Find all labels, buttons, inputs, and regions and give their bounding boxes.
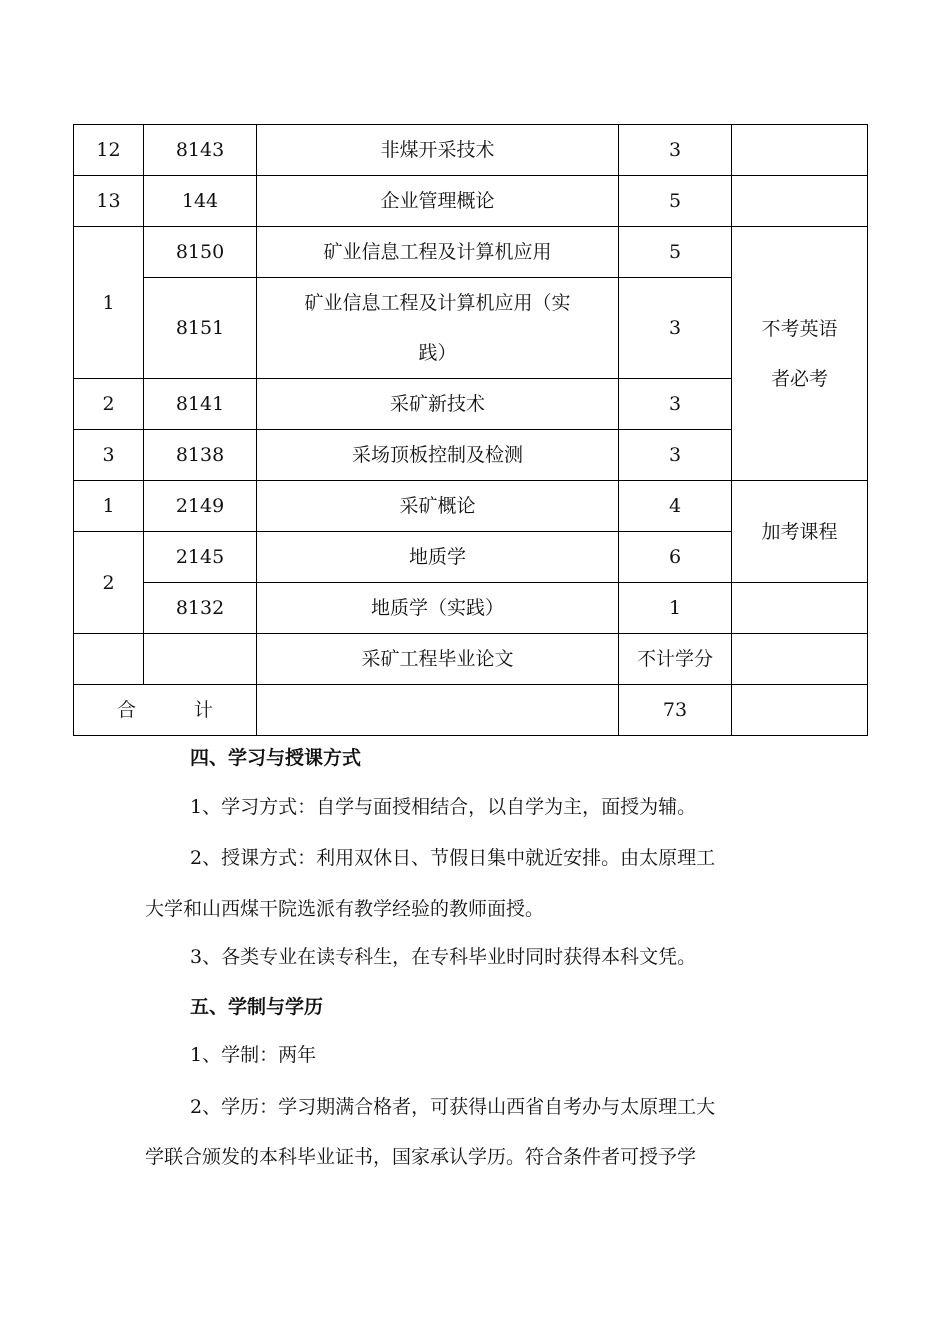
table-row [74, 125, 868, 176]
course-code-cell: 8143 [144, 125, 257, 176]
credit-cell: 4 [619, 481, 732, 532]
course-name-cell: 企业管理概论 [257, 176, 619, 227]
course-code-cell: 8141 [144, 379, 257, 430]
seq-cell: 1 [74, 481, 144, 532]
section5-heading: 五、学制与学历 [190, 996, 324, 1018]
course-code-cell: 8151 [144, 278, 257, 379]
course-name-cell: 地质学 [257, 532, 619, 583]
credit-cell: 6 [619, 532, 732, 583]
course-name-cell: 非煤开采技术 [257, 125, 619, 176]
note-cell-no-english [732, 227, 868, 481]
section4-paragraph: 2、授课方式：利用双休日、节假日集中就近安排。由太原理工 [190, 847, 716, 869]
course-name-line: 践） [418, 342, 457, 364]
course-name-cell [257, 685, 619, 736]
section4-heading: 四、学习与授课方式 [190, 747, 362, 769]
credit-cell: 3 [619, 379, 732, 430]
course-name-cell: 采矿新技术 [257, 379, 619, 430]
table-row [74, 176, 868, 227]
course-name-cell: 矿业信息工程及计算机应用 [257, 227, 619, 278]
course-code-cell: 8150 [144, 227, 257, 278]
note-cell [732, 125, 868, 176]
note-cell [732, 685, 868, 736]
seq-cell: 2 [74, 379, 144, 430]
course-name-cell: 采矿工程毕业论文 [257, 634, 619, 685]
note-cell [732, 176, 868, 227]
credit-cell: 5 [619, 227, 732, 278]
table-row [74, 634, 868, 685]
total-label-cell [74, 685, 257, 736]
note-line: 不考英语 [761, 317, 838, 340]
course-code-cell [144, 634, 257, 685]
course-table [73, 124, 868, 736]
seq-cell [74, 634, 144, 685]
course-code-cell: 2149 [144, 481, 257, 532]
course-code-cell: 8138 [144, 430, 257, 481]
credit-cell: 3 [619, 430, 732, 481]
seq-cell: 12 [74, 125, 144, 176]
total-credit-cell: 73 [619, 685, 732, 736]
section4-paragraph: 3、各类专业在读专科生，在专科毕业时同时获得本科文凭。 [190, 946, 697, 968]
table-row [74, 227, 868, 278]
seq-cell: 13 [74, 176, 144, 227]
course-name-cell [257, 278, 619, 379]
section4-paragraph: 大学和山西煤干院选派有教学经验的教师面授。 [145, 898, 545, 920]
table-row [74, 481, 868, 532]
course-code-cell: 2145 [144, 532, 257, 583]
total-label-a: 合 [116, 699, 136, 721]
credit-cell: 5 [619, 176, 732, 227]
course-code-cell: 144 [144, 176, 257, 227]
course-code-cell: 8132 [144, 583, 257, 634]
course-name-cell: 采矿概论 [257, 481, 619, 532]
section5-paragraph: 学联合颁发的本科毕业证书，国家承认学历。符合条件者可授予学 [145, 1146, 697, 1168]
course-name-line: 矿业信息工程及计算机应用（实 [304, 292, 571, 314]
section4-paragraph: 1、学习方式：自学与面授相结合，以自学为主，面授为辅。 [190, 796, 697, 818]
table-row [74, 583, 868, 634]
note-cell-extra: 加考课程 [732, 481, 868, 583]
credit-cell: 3 [619, 125, 732, 176]
total-row [74, 685, 868, 736]
seq-cell: 2 [74, 532, 144, 634]
section5-paragraph: 2、学历：学习期满合格者，可获得山西省自考办与太原理工大 [190, 1096, 716, 1118]
note-line: 者必考 [770, 367, 828, 390]
seq-cell: 3 [74, 430, 144, 481]
credit-cell: 不计学分 [619, 634, 732, 685]
credit-cell: 3 [619, 278, 732, 379]
credit-cell: 1 [619, 583, 732, 634]
course-name-cell: 采场顶板控制及检测 [257, 430, 619, 481]
section5-paragraph: 1、学制：两年 [190, 1044, 317, 1066]
note-cell [732, 583, 868, 634]
total-label-b: 计 [194, 699, 214, 721]
note-cell [732, 634, 868, 685]
course-name-cell: 地质学（实践） [257, 583, 619, 634]
seq-cell: 1 [74, 227, 144, 379]
